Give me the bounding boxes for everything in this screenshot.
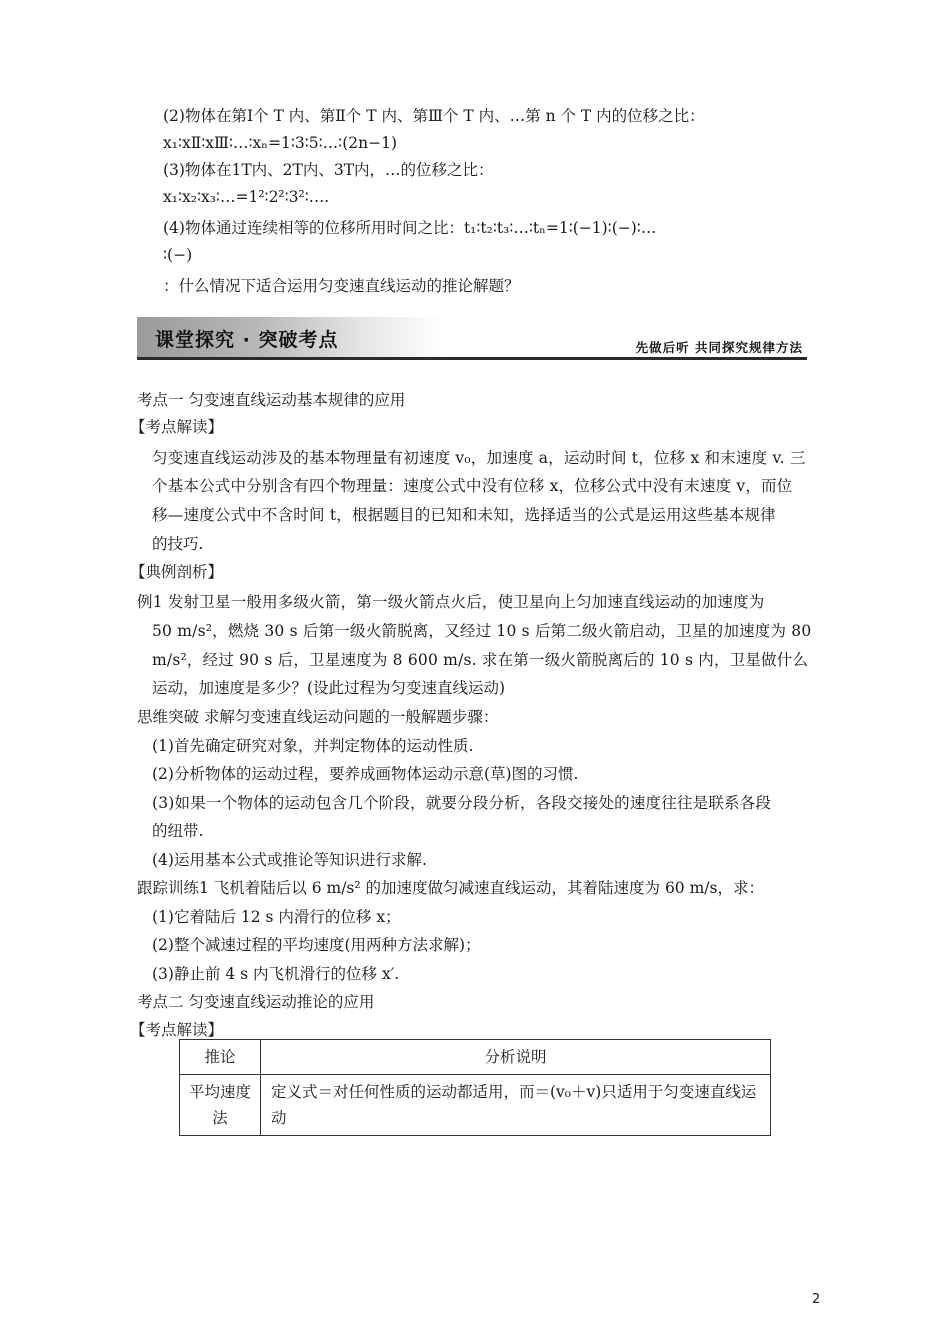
table-row xyxy=(180,1075,771,1136)
paragraph-line: 移—速度公式中不含时间 t，根据题目的已知和未知，选择适当的公式是运用这些基本规律 xyxy=(152,506,776,524)
table-header-cell: 分析说明 xyxy=(261,1040,771,1075)
inference-table xyxy=(179,1039,771,1136)
table-header-cell: 推论 xyxy=(180,1040,261,1075)
question-line: ：什么情况下适合运用匀变速直线运动的推论解题？ xyxy=(163,277,520,295)
subsection-label: 【考点解读】 xyxy=(130,1021,224,1039)
formula-line: ∶(−) xyxy=(163,246,193,264)
formula-line: x₁∶x₂∶x₃∶…=1²∶2²∶3²∶…. xyxy=(163,188,330,206)
table-cell: 定义式＝对任何性质的运动都适用，而＝(v₀＋v)只适用于匀变速直线运动 xyxy=(261,1075,771,1136)
exercise-heading: 跟踪训练1 飞机着陆后以 6 m/s² 的加速度做匀减速直线运动，其着陆速度为 60 m/s，求： xyxy=(137,879,764,897)
example-line: 运动，加速度是多少？(设此过程为匀变速直线运动) xyxy=(152,679,506,697)
section-heading: 考点二 匀变速直线运动推论的应用 xyxy=(137,993,375,1011)
text-line: (2)物体在第Ⅰ个 T 内、第Ⅱ个 T 内、第Ⅲ个 T 内、…第 n 个 T 内的位移之比： xyxy=(163,107,705,125)
example-line: 例1 发射卫星一般用多级火箭，第一级火箭点火后，使卫星向上匀加速直线运动的加速度为 xyxy=(137,593,765,611)
paragraph-line: 匀变速直线运动涉及的基本物理量有初速度 v₀，加速度 a，运动时间 t，位移 x 和末速度 v. 三 xyxy=(152,449,806,467)
exercise-item: (2)整个减速过程的平均速度(用两种方法求解)； xyxy=(152,936,481,954)
text-line: (4)物体通过连续相等的位移所用时间之比：t₁∶t₂∶t₃∶…∶tₙ=1∶(−1)∶(−)∶… xyxy=(163,219,657,237)
text-line: (3)物体在1T内、2T内、3T内，…的位移之比： xyxy=(163,161,494,179)
subsection-label: 【考点解读】 xyxy=(130,418,224,436)
exercise-item: (3)静止前 4 s 内飞机滑行的位移 x′. xyxy=(152,965,400,983)
step-line: (2)分析物体的运动过程，要养成画物体运动示意(草)图的习惯. xyxy=(152,765,579,783)
step-line: (4)运用基本公式或推论等知识进行求解. xyxy=(152,851,427,869)
exercise-item: (1)它着陆后 12 s 内滑行的位移 x； xyxy=(152,908,401,926)
step-line: (3)如果一个物体的运动包含几个阶段，就要分段分析，各段交接处的速度往往是联系各段 xyxy=(152,794,772,812)
paragraph-line: 个基本公式中分别含有四个物理量：速度公式中没有位移 x，位移公式中没有末速度 v，而位 xyxy=(152,477,793,495)
banner-title: 课堂探究 · 突破考点 xyxy=(155,329,339,351)
section-banner xyxy=(137,317,807,362)
example-line: 50 m/s²，燃烧 30 s 后第一级火箭脱离，又经过 10 s 后第二级火箭启动，卫星的加速度为 80 xyxy=(152,622,812,640)
section-heading: 考点一 匀变速直线运动基本规律的应用 xyxy=(137,391,406,409)
table-header-row xyxy=(180,1040,771,1075)
banner-underline xyxy=(137,357,807,360)
method-heading: 思维突破 求解匀变速直线运动问题的一般解题步骤： xyxy=(137,708,499,726)
table-cell: 平均速度法 xyxy=(180,1075,261,1136)
formula-line: x₁∶xⅡ∶xⅢ∶…∶xₙ=1∶3∶5∶…∶(2n−1) xyxy=(163,134,397,152)
page-number: 2 xyxy=(812,1292,821,1307)
subsection-label: 【典例剖析】 xyxy=(130,563,224,581)
step-line: 的纽带. xyxy=(152,822,204,840)
example-line: m/s²，经过 90 s 后，卫星速度为 8 600 m/s. 求在第一级火箭脱离后的 10 s 内，卫星做什么 xyxy=(152,651,809,669)
step-line: (1)首先确定研究对象，并判定物体的运动性质. xyxy=(152,737,474,755)
paragraph-line: 的技巧. xyxy=(152,535,204,553)
banner-subtitle: 先做后听 共同探究规律方法 xyxy=(635,340,803,355)
